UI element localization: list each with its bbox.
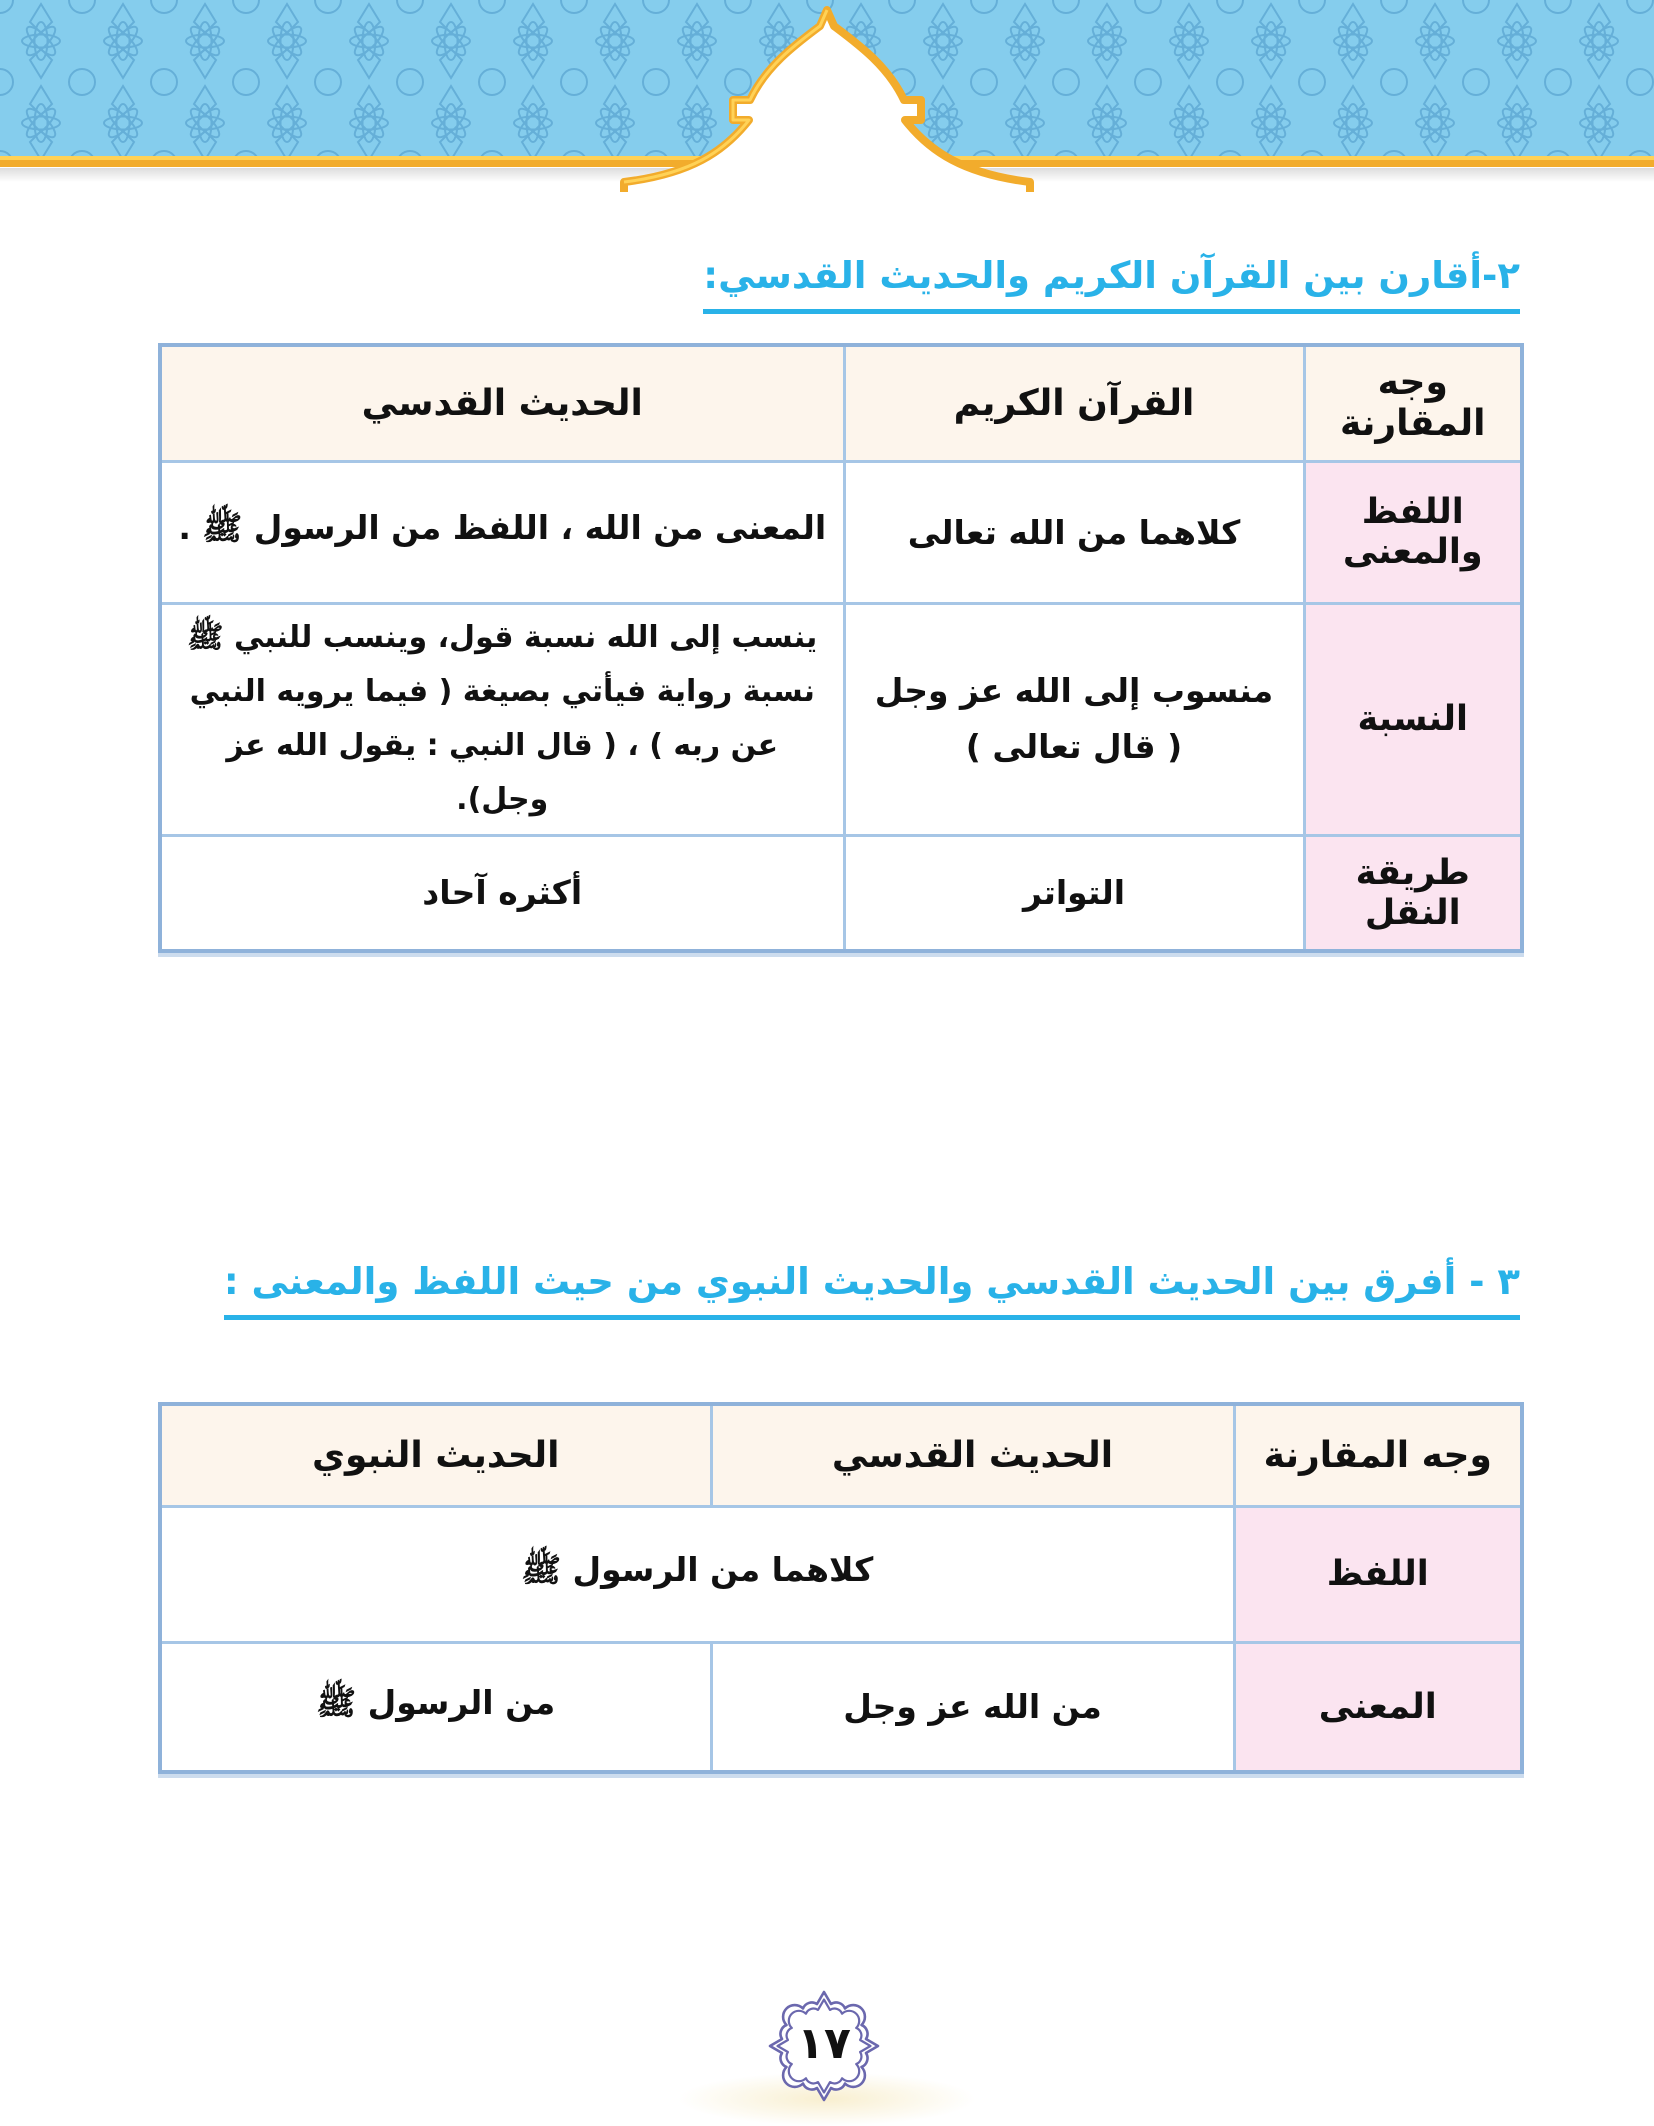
page-number: ١٧ bbox=[797, 2017, 851, 2069]
quran-cell: كلاهما من الله تعالى bbox=[844, 461, 1304, 603]
row-label: النسبة bbox=[1304, 603, 1522, 835]
section-3-heading: ٣ - أفرق بين الحديث القدسي والحديث النبوي من حيث اللفظ والمعنى : bbox=[224, 1258, 1520, 1320]
col-header-qudsi: الحديث القدسي bbox=[711, 1404, 1234, 1506]
qudsi-cell: المعنى من الله ، اللفظ من الرسول ﷺ . bbox=[160, 461, 844, 603]
header-band-art bbox=[0, 0, 1654, 192]
table-row bbox=[160, 1404, 1522, 1506]
row-label: اللفظ bbox=[1234, 1506, 1522, 1642]
col-header-quran: القرآن الكريم bbox=[844, 345, 1304, 461]
comparison-table-qudsi-nabawi bbox=[158, 1402, 1524, 1774]
table-row bbox=[160, 835, 1522, 951]
quran-cell-line2: ( قال تعالى ) bbox=[965, 727, 1183, 766]
row-label: اللفظ والمعنى bbox=[1304, 461, 1522, 603]
table-row bbox=[160, 603, 1522, 835]
table-row bbox=[160, 345, 1522, 461]
merged-cell: كلاهما من الرسول ﷺ bbox=[160, 1506, 1234, 1642]
qudsi-cell: من الله عز وجل bbox=[711, 1642, 1234, 1772]
quran-cell bbox=[844, 603, 1304, 835]
quran-cell-line1: منسوب إلى الله عز وجل bbox=[874, 670, 1274, 710]
ornamental-header-band bbox=[0, 0, 1654, 192]
col-header-nabawi: الحديث النبوي bbox=[160, 1404, 711, 1506]
quran-cell: التواتر bbox=[844, 835, 1304, 951]
table-row bbox=[160, 461, 1522, 603]
nabawi-cell: من الرسول ﷺ bbox=[160, 1642, 711, 1772]
col-header-qudsi: الحديث القدسي bbox=[160, 345, 844, 461]
row-label: المعنى bbox=[1234, 1642, 1522, 1772]
section-2-heading: ٢-أقارن بين القرآن الكريم والحديث القدسي: bbox=[703, 252, 1520, 314]
qudsi-cell: ينسب إلى الله نسبة قول، وينسب للنبي ﷺ نسبة رواية فيأتي بصيغة ( فيما يرويه النبي عن ربه ) ، ( قال النبي : يقول الله عز وجل). bbox=[160, 603, 844, 835]
page-number-medallion bbox=[762, 1984, 886, 2108]
comparison-table-quran-qudsi bbox=[158, 343, 1524, 953]
table-row bbox=[160, 1642, 1522, 1772]
row-label: طريقة النقل bbox=[1304, 835, 1522, 951]
col-header-comparison: وجه المقارنة bbox=[1304, 345, 1522, 461]
table-row bbox=[160, 1506, 1522, 1642]
col-header-comparison: وجه المقارنة bbox=[1234, 1404, 1522, 1506]
qudsi-cell: أكثره آحاد bbox=[160, 835, 844, 951]
